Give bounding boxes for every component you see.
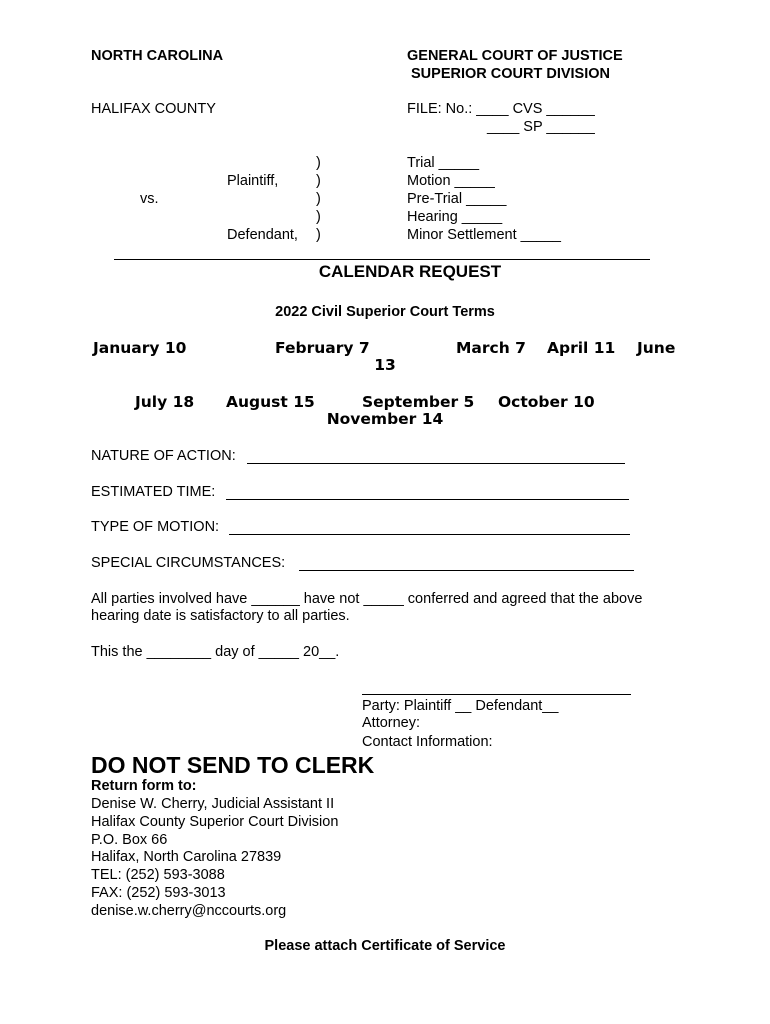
term-date: September 5 bbox=[362, 393, 475, 411]
return-fax: FAX: (252) 593-3013 bbox=[91, 885, 226, 901]
contact-label: Contact Information: bbox=[362, 734, 493, 750]
caption-paren: ) bbox=[316, 209, 321, 225]
check-pretrial[interactable]: Pre-Trial _____ bbox=[407, 191, 507, 207]
nature-of-action-label: NATURE OF ACTION: bbox=[91, 448, 236, 464]
check-motion[interactable]: Motion _____ bbox=[407, 173, 495, 189]
type-of-motion-field[interactable] bbox=[229, 534, 630, 535]
court-label: GENERAL COURT OF JUSTICE bbox=[407, 48, 623, 64]
return-address-line: Halifax, North Carolina 27839 bbox=[91, 849, 282, 865]
term-date: January 10 bbox=[93, 339, 187, 357]
term-date: October 10 bbox=[498, 393, 595, 411]
special-circumstances-field[interactable] bbox=[299, 570, 634, 571]
return-address-line: Halifax County Superior Court Division bbox=[91, 814, 339, 830]
state-label: NORTH CAROLINA bbox=[91, 48, 224, 64]
file-number-line: FILE: No.: ____ CVS ______ bbox=[407, 101, 595, 117]
return-address-line: Denise W. Cherry, Judicial Assistant II bbox=[91, 796, 335, 812]
term-date: August 15 bbox=[226, 393, 315, 411]
term-date: June bbox=[637, 339, 676, 357]
do-not-send-notice: DO NOT SEND TO CLERK bbox=[91, 752, 375, 778]
term-date-wrap: 13 bbox=[374, 356, 396, 374]
return-heading: Return form to: bbox=[91, 778, 197, 794]
party-line: Party: Plaintiff __ Defendant__ bbox=[362, 698, 559, 714]
date-line: This the ________ day of _____ 20__. bbox=[91, 644, 340, 660]
caption-paren: ) bbox=[316, 155, 321, 171]
county-label: HALIFAX COUNTY bbox=[91, 101, 216, 117]
return-address-line: P.O. Box 66 bbox=[91, 832, 168, 848]
estimated-time-label: ESTIMATED TIME: bbox=[91, 484, 216, 500]
form-subtitle: 2022 Civil Superior Court Terms bbox=[275, 304, 495, 320]
versus-label: vs. bbox=[140, 191, 159, 207]
term-date-wrap: November 14 bbox=[326, 410, 444, 428]
return-email[interactable]: denise.w.cherry@nccourts.org bbox=[91, 903, 287, 919]
agreement-text: All parties involved have ______ have not _____ conferred and agreed that the above bbox=[91, 591, 643, 607]
caption-paren: ) bbox=[316, 227, 321, 243]
term-date: April 11 bbox=[547, 339, 616, 357]
defendant-label: Defendant, bbox=[227, 227, 298, 243]
caption-divider bbox=[114, 259, 650, 260]
check-minor-settlement[interactable]: Minor Settlement _____ bbox=[407, 227, 561, 243]
caption-paren: ) bbox=[316, 191, 321, 207]
footer-note: Please attach Certificate of Service bbox=[264, 938, 506, 954]
attorney-label: Attorney: bbox=[362, 715, 421, 731]
file-sp-line: ____ SP ______ bbox=[487, 119, 595, 135]
return-phone: TEL: (252) 593-3088 bbox=[91, 867, 225, 883]
check-trial[interactable]: Trial _____ bbox=[407, 155, 480, 171]
term-date: February 7 bbox=[275, 339, 370, 357]
agreement-text: hearing date is satisfactory to all parties. bbox=[91, 608, 350, 624]
term-date: March 7 bbox=[456, 339, 526, 357]
type-of-motion-label: TYPE OF MOTION: bbox=[91, 519, 220, 535]
nature-of-action-field[interactable] bbox=[247, 463, 625, 464]
caption-paren: ) bbox=[316, 173, 321, 189]
special-circumstances-label: SPECIAL CIRCUMSTANCES: bbox=[91, 555, 286, 571]
plaintiff-label: Plaintiff, bbox=[227, 173, 279, 189]
term-date: July 18 bbox=[135, 393, 195, 411]
signature-line[interactable] bbox=[362, 694, 631, 695]
check-hearing[interactable]: Hearing _____ bbox=[407, 209, 503, 225]
form-title: CALENDAR REQUEST bbox=[318, 262, 502, 281]
division-label: SUPERIOR COURT DIVISION bbox=[411, 66, 610, 82]
estimated-time-field[interactable] bbox=[226, 499, 629, 500]
